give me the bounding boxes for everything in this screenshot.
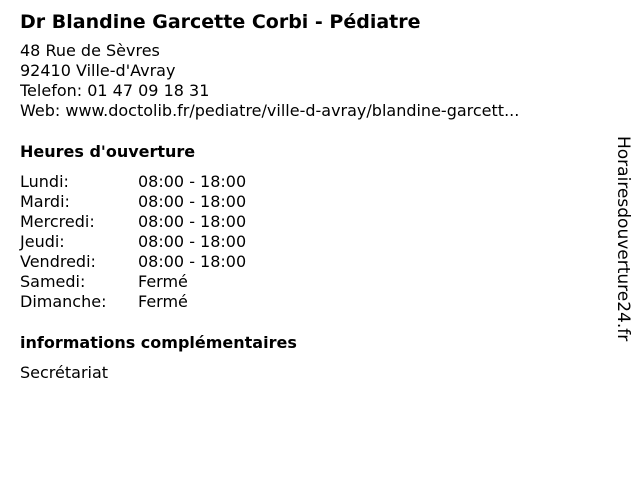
brand-watermark-text: Horairesdouverture24.fr xyxy=(613,136,633,342)
day-label: Mardi: xyxy=(20,192,70,211)
opening-hours-heading: Heures d'ouverture xyxy=(20,142,196,161)
hours-row-saturday xyxy=(20,272,610,292)
business-name: Dr Blandine Garcette Corbi - Pédiatre xyxy=(20,11,421,33)
time-value: 08:00 - 18:00 xyxy=(138,232,247,251)
business-card xyxy=(20,9,610,383)
city-address: 92410 Ville-d'Avray xyxy=(20,61,176,80)
website-link[interactable]: Web: www.doctolib.fr/pediatre/ville-d-avray/blandine-garcett... xyxy=(20,101,520,120)
additional-info-heading: informations complémentaires xyxy=(20,333,297,352)
time-value: 08:00 - 18:00 xyxy=(138,252,247,271)
time-value: Fermé xyxy=(138,272,188,291)
address-block xyxy=(20,41,610,121)
day-label: Lundi: xyxy=(20,172,69,191)
day-label: Vendredi: xyxy=(20,252,96,271)
hours-row-wednesday xyxy=(20,212,610,232)
opening-hours-table xyxy=(20,172,610,312)
hours-row-monday xyxy=(20,172,610,192)
day-label: Mercredi: xyxy=(20,212,95,231)
hours-row-sunday xyxy=(20,292,610,312)
time-value: 08:00 - 18:00 xyxy=(138,172,247,191)
time-value: 08:00 - 18:00 xyxy=(138,192,247,211)
hours-row-friday xyxy=(20,252,610,272)
time-value: 08:00 - 18:00 xyxy=(138,212,247,231)
hours-row-tuesday xyxy=(20,192,610,212)
time-value: Fermé xyxy=(138,292,188,311)
street-address: 48 Rue de Sèvres xyxy=(20,41,160,60)
day-label: Dimanche: xyxy=(20,292,107,311)
day-label: Jeudi: xyxy=(20,232,65,251)
phone-number[interactable]: Telefon: 01 47 09 18 31 xyxy=(20,81,210,100)
hours-row-thursday xyxy=(20,232,610,252)
day-label: Samedi: xyxy=(20,272,86,291)
additional-info-text: Secrétariat xyxy=(20,363,109,382)
